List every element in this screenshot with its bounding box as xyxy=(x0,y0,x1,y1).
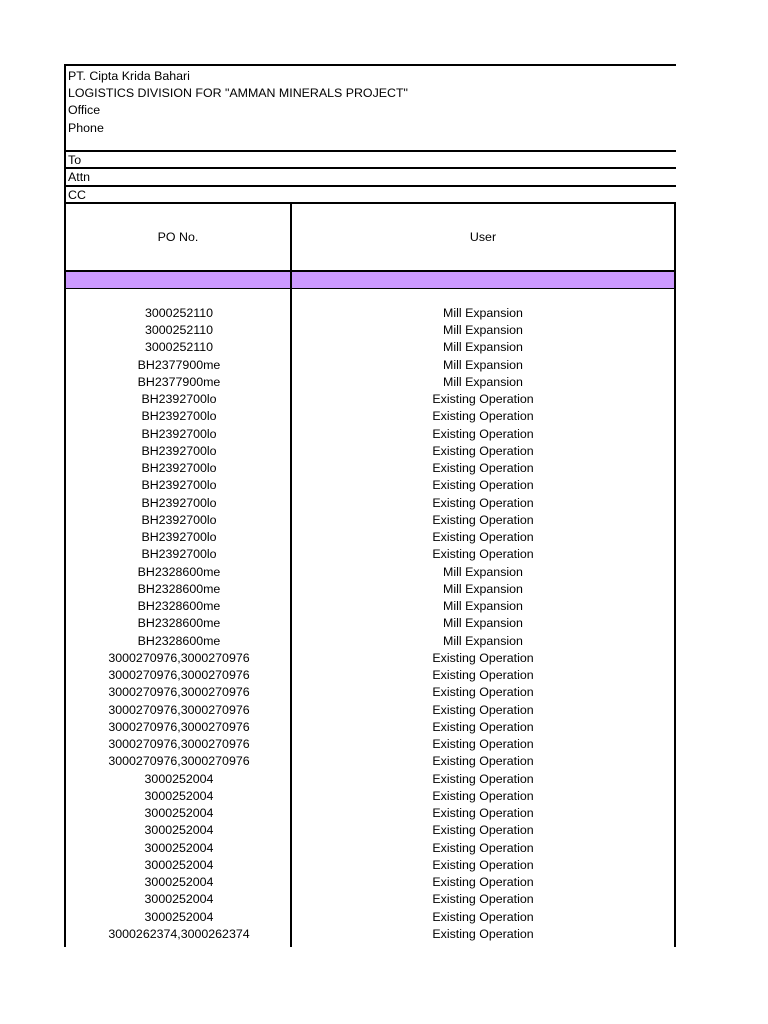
po-number-cell: BH2328600me xyxy=(137,564,221,579)
user-cell: Existing Operation xyxy=(432,892,534,907)
user-cell: Existing Operation xyxy=(432,650,534,665)
table-row xyxy=(66,788,674,805)
user-cell: Existing Operation xyxy=(432,719,534,734)
highlight-band xyxy=(64,272,676,289)
user-cell: Existing Operation xyxy=(432,426,534,441)
po-number-cell: 3000252004 xyxy=(144,788,214,803)
po-number-cell: 3000252004 xyxy=(144,892,214,907)
po-number-cell: 3000270976,3000270976 xyxy=(108,702,250,717)
po-number-cell: 3000252004 xyxy=(144,909,214,924)
table-row xyxy=(66,443,674,460)
user-cell: Mill Expansion xyxy=(443,305,523,320)
user-cell: Mill Expansion xyxy=(443,340,523,355)
po-number-cell: 3000270976,3000270976 xyxy=(108,650,250,665)
po-number-cell: 3000270976,3000270976 xyxy=(108,719,250,734)
table-row xyxy=(66,891,674,908)
user-cell: Existing Operation xyxy=(432,478,534,493)
po-number-cell: BH2392700lo xyxy=(141,530,217,545)
table-row xyxy=(66,857,674,874)
division-title: LOGISTICS DIVISION FOR "AMMAN MINERALS PROJECT" xyxy=(68,86,408,101)
user-cell: Existing Operation xyxy=(432,857,534,872)
po-number-cell: BH2392700lo xyxy=(141,409,217,424)
user-cell: Existing Operation xyxy=(432,737,534,752)
user-cell: Existing Operation xyxy=(432,840,534,855)
po-number-cell: 3000252004 xyxy=(144,857,214,872)
user-cell: Existing Operation xyxy=(432,443,534,458)
table-row xyxy=(66,322,674,339)
user-cell: Existing Operation xyxy=(432,754,534,769)
po-number-cell: BH2392700lo xyxy=(141,443,217,458)
user-cell: Existing Operation xyxy=(432,806,534,821)
table-row xyxy=(66,909,674,926)
user-cell: Mill Expansion xyxy=(443,633,523,648)
user-cell: Existing Operation xyxy=(432,823,534,838)
user-cell: Existing Operation xyxy=(432,392,534,407)
highlight-band-po xyxy=(66,272,292,288)
user-cell: Existing Operation xyxy=(432,771,534,786)
cc-label: CC xyxy=(68,187,86,202)
po-number-cell: 3000252004 xyxy=(144,771,214,786)
table-row xyxy=(66,702,674,719)
to-label: To xyxy=(68,153,82,167)
spreadsheet-sheet xyxy=(64,64,676,947)
po-number-cell: BH2392700lo xyxy=(141,512,217,527)
po-number-cell: BH2377900me xyxy=(137,357,221,372)
po-number-cell: 3000252004 xyxy=(144,823,214,838)
user-column-header: User xyxy=(469,229,497,244)
po-number-cell: BH2392700lo xyxy=(141,461,217,476)
user-cell: Mill Expansion xyxy=(443,599,523,614)
table-row xyxy=(66,581,674,598)
table-row xyxy=(66,598,674,615)
table-row xyxy=(66,771,674,788)
table-body xyxy=(64,289,676,947)
po-number-cell: 3000270976,3000270976 xyxy=(108,685,250,700)
table-row xyxy=(66,408,674,425)
po-number-cell: 3000252110 xyxy=(145,305,213,320)
user-cell: Mill Expansion xyxy=(443,357,523,372)
phone-label: Phone xyxy=(68,120,104,135)
po-number-cell: BH2392700lo xyxy=(141,478,217,493)
user-cell: Existing Operation xyxy=(432,495,534,510)
po-number-cell: BH2377900me xyxy=(137,374,221,389)
po-number-cell: 3000270976,3000270976 xyxy=(108,737,250,752)
table-row xyxy=(66,650,674,667)
user-cell: Existing Operation xyxy=(432,875,534,890)
user-cell: Existing Operation xyxy=(432,685,534,700)
to-row xyxy=(64,150,676,167)
user-column-header-cell xyxy=(292,204,674,270)
table-row xyxy=(66,667,674,684)
user-cell: Existing Operation xyxy=(432,668,534,683)
table-row xyxy=(66,926,674,943)
po-number-cell: 3000252004 xyxy=(144,806,214,821)
po-number-cell: 3000252110 xyxy=(145,340,213,355)
company-name: PT. Cipta Krida Bahari xyxy=(68,69,190,83)
user-cell: Existing Operation xyxy=(432,530,534,545)
table-row xyxy=(66,546,674,563)
user-cell: Mill Expansion xyxy=(443,323,523,338)
table-row xyxy=(66,753,674,770)
table-row xyxy=(66,477,674,494)
po-number-cell: BH2392700lo xyxy=(141,495,217,510)
user-cell: Existing Operation xyxy=(432,702,534,717)
po-number-cell: BH2328600me xyxy=(137,581,221,596)
user-cell: Existing Operation xyxy=(432,909,534,924)
user-cell: Existing Operation xyxy=(432,461,534,476)
table-row xyxy=(66,495,674,512)
cc-row xyxy=(64,185,676,202)
user-cell: Mill Expansion xyxy=(443,581,523,596)
table-row xyxy=(66,684,674,701)
po-number-cell: 3000262374,3000262374 xyxy=(108,926,250,941)
po-number-cell: BH2392700lo xyxy=(141,392,217,407)
table-row xyxy=(66,805,674,822)
po-number-cell: 3000252004 xyxy=(144,840,214,855)
table-row xyxy=(66,391,674,408)
po-column-header: PO No. xyxy=(157,229,199,244)
user-cell: Existing Operation xyxy=(432,788,534,803)
table-row xyxy=(66,374,674,391)
po-number-cell: BH2328600me xyxy=(137,599,221,614)
po-number-cell: 3000252004 xyxy=(144,875,214,890)
po-number-cell: 3000252110 xyxy=(145,323,213,338)
table-row xyxy=(66,736,674,753)
user-cell: Mill Expansion xyxy=(443,564,523,579)
office-label: Office xyxy=(68,103,101,118)
table-row xyxy=(66,426,674,443)
attn-row xyxy=(64,167,676,184)
table-row xyxy=(66,719,674,736)
highlight-band-user xyxy=(292,272,674,288)
table-row xyxy=(66,822,674,839)
po-number-cell: BH2328600me xyxy=(137,633,221,648)
user-cell: Existing Operation xyxy=(432,512,534,527)
table-row xyxy=(66,633,674,650)
user-cell: Existing Operation xyxy=(432,547,534,562)
attn-label: Attn xyxy=(68,170,91,185)
po-number-cell: BH2392700lo xyxy=(141,426,217,441)
po-column-header-cell xyxy=(66,204,292,270)
po-number-cell: BH2392700lo xyxy=(141,547,217,562)
table-row xyxy=(66,874,674,891)
user-cell: Existing Operation xyxy=(432,409,534,424)
table-row xyxy=(66,460,674,477)
po-number-cell: 3000270976,3000270976 xyxy=(108,668,250,683)
user-cell: Existing Operation xyxy=(432,926,534,941)
table-row xyxy=(66,615,674,632)
table-row xyxy=(66,305,674,322)
table-row xyxy=(66,529,674,546)
table-row xyxy=(66,512,674,529)
user-cell: Mill Expansion xyxy=(443,616,523,631)
table-row xyxy=(66,840,674,857)
letterhead xyxy=(64,64,676,150)
table-row xyxy=(66,357,674,374)
po-number-cell: 3000270976,3000270976 xyxy=(108,754,250,769)
table-row xyxy=(66,339,674,356)
po-number-cell: BH2328600me xyxy=(137,616,221,631)
table-header xyxy=(64,202,676,272)
user-cell: Mill Expansion xyxy=(443,374,523,389)
table-row xyxy=(66,564,674,581)
